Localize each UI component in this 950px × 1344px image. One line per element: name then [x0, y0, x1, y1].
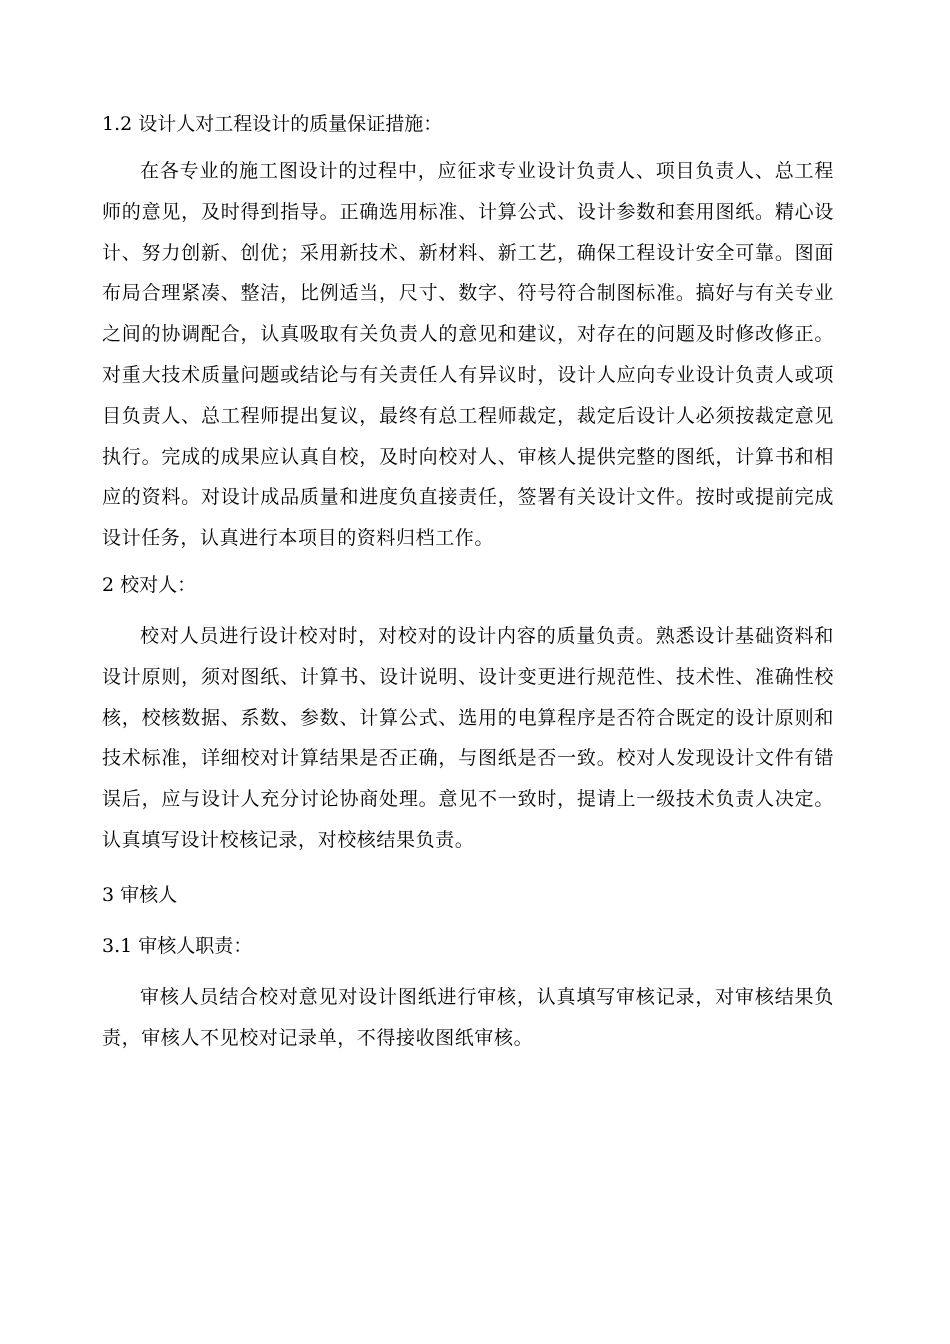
- section-2-heading: 2 校对人：: [102, 573, 197, 596]
- document-page: [102, 104, 834, 1058]
- section-1-2-heading: 1.2 设计人对工程设计的质量保证措施：: [102, 113, 443, 135]
- section-3-1-heading: 3.1 审核人职责：: [102, 934, 253, 957]
- section-3-1-paragraph: 审核人员结合校对意见对设计图纸进行审核，认真填写审核记录，对审核结果负责，审核人不见校对记录单，不得接收图纸审核。: [102, 985, 834, 1049]
- section-2-paragraph: 校对人员进行设计校对时，对校对的设计内容的质量负责。熟悉设计基础资料和设计原则，须对图纸、计算书、设计说明、设计变更进行规范性、技术性、准确性校核，校核数据、系数、参数、计算公式、选用的电算程序是否符合既定的设计原则和技术标准，详细校对计算结果是否正确，与图纸是否一致。校对人发现设计文件有错误后，应与设计人充分讨论协商处理。意见不一致时，提请上一级技术负责人决定。认真填写设计校核记录，对校核结果负责。: [102, 624, 834, 851]
- section-3-heading: 3 审核人: [102, 883, 178, 906]
- section-1-2-paragraph: 在各专业的施工图设计的过程中，应征求专业设计负责人、项目负责人、总工程师的意见，及时得到指导。正确选用标准、计算公式、设计参数和套用图纸。精心设计、努力创新、创优；采用新技术、新材料、新工艺，确保工程设计安全可靠。图面布局合理紧凑、整洁，比例适当，尺寸、数字、符号符合制图标准。搞好与有关专业之间的协调配合，认真吸取有关负责人的意见和建议，对存在的问题及时修改修正。对重大技术质量问题或结论与有关责任人有异议时，设计人应向专业设计负责人或项目负责人、总工程师提出复议，最终有总工程师裁定，裁定后设计人必须按裁定意见执行。完成的成果应认真自校，及时向校对人、审核人提供完整的图纸，计算书和相应的资料。对设计成品质量和进度负直接责任，签署有关设计文件。按时或提前完成设计任务，认真进行本项目的资料归档工作。: [102, 160, 834, 550]
